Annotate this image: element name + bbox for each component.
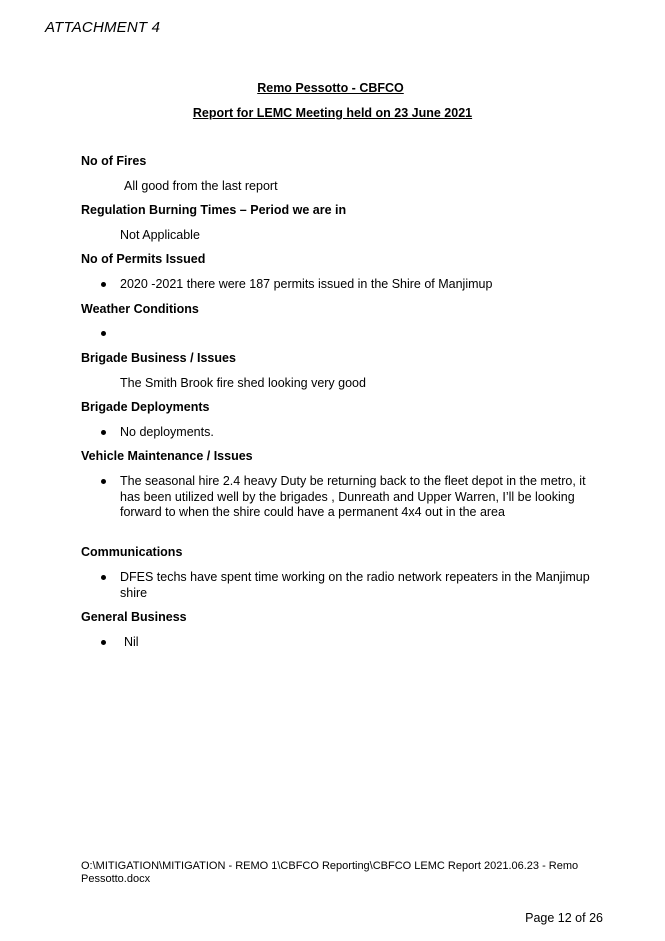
bullet-icon bbox=[101, 282, 106, 287]
bullet-icon bbox=[101, 575, 106, 580]
heading-general-business: General Business bbox=[81, 610, 187, 624]
file-path: O:\MITIGATION\MITIGATION - REMO 1\CBFCO Reporting\CBFCO LEMC Report 2021.06.23 - Remo Pessotto.docx bbox=[81, 860, 579, 885]
general-text: Nil bbox=[124, 635, 139, 649]
attachment-label: ATTACHMENT 4 bbox=[45, 19, 161, 36]
fires-text: All good from the last report bbox=[124, 179, 278, 193]
bullet-icon bbox=[101, 331, 106, 336]
heading-vehicle: Vehicle Maintenance / Issues bbox=[81, 449, 253, 463]
burning-text: Not Applicable bbox=[120, 228, 200, 242]
page-number: Page 12 of 26 bbox=[525, 911, 603, 925]
heading-regulation-burning: Regulation Burning Times – Period we are in bbox=[81, 203, 347, 217]
bullet-icon bbox=[101, 430, 106, 435]
permits-text: 2020 -2021 there were 187 permits issued in the Shire of Manjimup bbox=[120, 277, 493, 291]
heading-communications: Communications bbox=[81, 545, 183, 559]
heading-brigade-business: Brigade Business / Issues bbox=[81, 351, 236, 365]
bullet-icon bbox=[101, 479, 106, 484]
report-subtitle: Report for LEMC Meeting held on 23 June 2021 bbox=[192, 106, 473, 120]
heading-no-of-fires: No of Fires bbox=[81, 154, 147, 168]
vehicle-text: The seasonal hire 2.4 heavy Duty be returning back to the fleet depot in the metro, it has been utilized well by the brigades , Dunreath and Upper Warren, I’ll be looking forward to when the shire could have a permanent 4x4 out in the area bbox=[120, 474, 586, 520]
heading-permits: No of Permits Issued bbox=[81, 252, 206, 266]
communications-text: DFES techs have spent time working on the radio network repeaters in the Manjimup shire bbox=[120, 570, 590, 600]
heading-deployments: Brigade Deployments bbox=[81, 400, 210, 414]
bullet-icon bbox=[101, 640, 106, 645]
brigade-business-text: The Smith Brook fire shed looking very good bbox=[120, 376, 366, 390]
heading-weather: Weather Conditions bbox=[81, 302, 199, 316]
deployments-text: No deployments. bbox=[120, 425, 214, 439]
report-title: Remo Pessotto - CBFCO bbox=[257, 81, 404, 95]
